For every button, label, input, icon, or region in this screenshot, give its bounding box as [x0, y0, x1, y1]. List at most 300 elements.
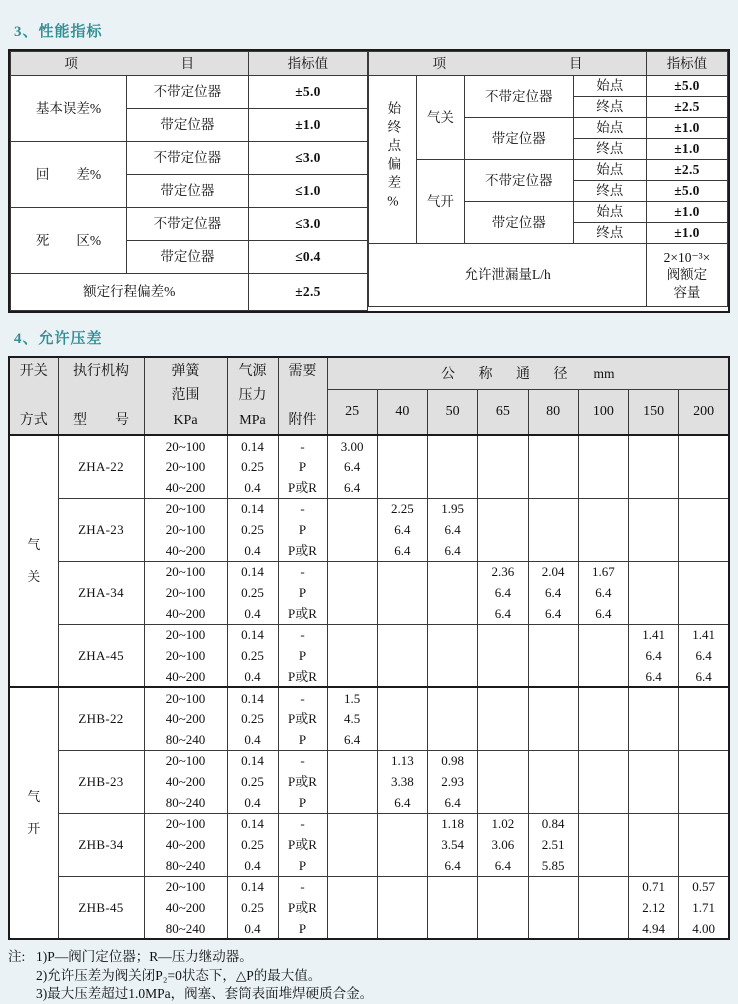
pressure-value-cell	[327, 519, 377, 540]
pressure-value-cell	[428, 603, 478, 624]
pressure-value-cell	[629, 477, 679, 498]
pressure-value-cell	[578, 456, 628, 477]
pressure-value-cell	[528, 498, 578, 519]
pressure-value-cell	[629, 855, 679, 876]
performance-table	[8, 49, 730, 313]
value-cell: ≤1.0	[248, 175, 368, 208]
item-header-text2: 目	[180, 55, 195, 71]
attachment-cell: -	[278, 435, 327, 456]
actuator-model-cell: ZHB-45	[58, 876, 144, 939]
diameter-column-header: 100	[578, 389, 628, 435]
pressure-value-cell	[528, 729, 578, 750]
spring-range-cell: 40~200	[144, 708, 227, 729]
switch-mode-cell	[9, 687, 58, 939]
pressure-value-cell	[578, 729, 628, 750]
mode-label-cell: 气开	[416, 160, 464, 244]
notes-prefix: 注:	[8, 949, 26, 964]
pressure-value-cell: 6.4	[478, 855, 528, 876]
pressure-value-cell: 3.54	[428, 834, 478, 855]
attachment-cell: P或R	[278, 708, 327, 729]
pressure-table	[8, 356, 730, 940]
supply-pressure-cell: 0.4	[227, 477, 278, 498]
pressure-value-cell	[478, 498, 528, 519]
supply-pressure-cell: 0.4	[227, 792, 278, 813]
spring-range-cell: 20~100	[144, 750, 227, 771]
pressure-value-cell: 6.4	[679, 666, 729, 687]
pressure-value-cell: 6.4	[578, 582, 628, 603]
spring-range-cell: 20~100	[144, 645, 227, 666]
pressure-value-cell	[478, 624, 528, 645]
pressure-value-cell	[629, 540, 679, 561]
pressure-value-cell	[327, 897, 377, 918]
actuator-model-cell: ZHA-23	[58, 498, 144, 561]
pressure-value-cell	[679, 771, 729, 792]
performance-table-left	[10, 51, 368, 311]
pressure-value-cell	[327, 792, 377, 813]
pressure-value-cell	[428, 729, 478, 750]
pressure-value-cell	[629, 435, 679, 456]
group-label-cell: 死 区%	[11, 208, 127, 274]
switch-mode-char: 开	[27, 821, 41, 836]
pressure-value-cell	[578, 519, 628, 540]
pressure-value-cell: 0.57	[679, 876, 729, 897]
item-header-cell	[11, 52, 249, 76]
spring-range-cell: 80~240	[144, 729, 227, 750]
pressure-value-cell	[629, 771, 679, 792]
supply-pressure-cell: 0.14	[227, 750, 278, 771]
spring-range-cell: 80~240	[144, 855, 227, 876]
pressure-value-cell	[327, 876, 377, 897]
switch-header-line: 方式	[19, 412, 48, 428]
spring-range-cell: 20~100	[144, 561, 227, 582]
supply-pressure-cell: 0.4	[227, 729, 278, 750]
pressure-value-cell	[629, 498, 679, 519]
actuator-model-cell: ZHB-23	[58, 750, 144, 813]
point-label-cell: 终点	[573, 139, 646, 160]
pressure-value-cell: 3.00	[327, 435, 377, 456]
spring-header-line: 弹簧	[171, 364, 200, 379]
actuator-model-cell: ZHB-22	[58, 687, 144, 750]
pressure-value-cell	[377, 624, 427, 645]
pressure-value-cell	[478, 708, 528, 729]
sub-label-cell: 不带定位器	[127, 142, 248, 175]
pressure-value-cell	[377, 813, 427, 834]
pressure-value-cell	[578, 687, 628, 708]
pressure-value-cell	[428, 477, 478, 498]
pressure-value-cell	[478, 771, 528, 792]
pressure-value-cell	[377, 855, 427, 876]
pressure-value-cell	[578, 792, 628, 813]
pressure-value-cell	[478, 666, 528, 687]
attachment-cell: P或R	[278, 603, 327, 624]
pressure-value-cell: 2.51	[528, 834, 578, 855]
pressure-value-cell	[679, 498, 729, 519]
leak-value-line: 容量	[673, 284, 701, 300]
pressure-value-cell	[578, 540, 628, 561]
pressure-value-cell	[377, 876, 427, 897]
attachment-cell: P或R	[278, 771, 327, 792]
pressure-value-cell	[478, 435, 528, 456]
pressure-value-cell	[629, 582, 679, 603]
pressure-value-cell	[478, 792, 528, 813]
value-cell: ±5.0	[646, 181, 727, 202]
leak-value-cell	[646, 244, 727, 307]
value-cell: ±1.0	[248, 109, 368, 142]
pressure-value-cell	[377, 834, 427, 855]
pressure-value-cell: 2.36	[478, 561, 528, 582]
pressure-value-cell	[327, 498, 377, 519]
pressure-value-cell	[528, 477, 578, 498]
pressure-value-cell	[578, 435, 628, 456]
pressure-value-cell: 5.85	[528, 855, 578, 876]
pressure-value-cell	[377, 561, 427, 582]
switch-mode-cell	[9, 435, 58, 687]
pressure-value-cell: 1.5	[327, 687, 377, 708]
pressure-value-cell	[377, 666, 427, 687]
pressure-value-cell: 0.71	[629, 876, 679, 897]
point-label-cell: 终点	[573, 97, 646, 118]
pressure-value-cell	[478, 519, 528, 540]
supply-pressure-cell: 0.4	[227, 540, 278, 561]
pressure-value-cell	[679, 561, 729, 582]
actuator-header-cell	[58, 357, 144, 435]
spring-range-cell: 20~100	[144, 624, 227, 645]
pressure-value-cell	[428, 561, 478, 582]
leak-value-line: 阀额定	[666, 267, 708, 283]
pressure-value-cell	[528, 624, 578, 645]
pressure-value-cell	[478, 645, 528, 666]
pressure-value-cell: 0.84	[528, 813, 578, 834]
supply-pressure-cell: 0.14	[227, 561, 278, 582]
pressure-value-cell	[428, 918, 478, 939]
pressure-value-cell	[578, 750, 628, 771]
supply-pressure-cell: 0.25	[227, 645, 278, 666]
pressure-value-cell	[629, 456, 679, 477]
attachment-cell: P	[278, 456, 327, 477]
attachment-cell: -	[278, 687, 327, 708]
attachment-cell: P或R	[278, 477, 327, 498]
point-label-cell: 始点	[573, 202, 646, 223]
pressure-value-cell	[629, 750, 679, 771]
pressure-value-cell	[629, 708, 679, 729]
pressure-value-cell	[679, 456, 729, 477]
pressure-value-cell: 6.4	[528, 603, 578, 624]
pressure-value-cell: 6.4	[428, 540, 478, 561]
pressure-value-cell	[478, 687, 528, 708]
pressure-value-cell	[428, 708, 478, 729]
sub-label-cell: 带定位器	[127, 175, 248, 208]
section-performance-title: 3、性能指标	[14, 24, 103, 40]
attachment-cell: P	[278, 855, 327, 876]
mode-label-cell: 气关	[416, 76, 464, 160]
pressure-value-cell	[327, 834, 377, 855]
leak-label-cell: 允许泄漏量L/h	[369, 244, 647, 307]
pressure-value-cell: 4.00	[679, 918, 729, 939]
attachment-cell: P	[278, 729, 327, 750]
spring-header-line: KPa	[173, 412, 198, 428]
actuator-model-cell: ZHB-34	[58, 813, 144, 876]
value-cell: ±1.0	[646, 139, 727, 160]
attachment-cell: P	[278, 519, 327, 540]
pressure-value-cell	[478, 897, 528, 918]
spring-range-cell: 40~200	[144, 897, 227, 918]
pressure-value-cell: 2.12	[629, 897, 679, 918]
deviation-vertical-label-cell	[369, 76, 417, 244]
pressure-value-cell: 6.4	[629, 645, 679, 666]
pressure-value-cell	[578, 771, 628, 792]
supply-pressure-cell: 0.25	[227, 519, 278, 540]
pressure-value-cell	[528, 687, 578, 708]
pressure-value-cell	[327, 624, 377, 645]
sub-label-cell: 不带定位器	[127, 208, 248, 241]
pressure-value-cell	[327, 771, 377, 792]
item-header-text: 项	[64, 55, 78, 71]
pressure-value-cell	[528, 750, 578, 771]
pressure-value-cell: 6.4	[377, 540, 427, 561]
supply-header-line: 气源	[238, 364, 267, 379]
spring-range-cell: 20~100	[144, 813, 227, 834]
value-cell: ±5.0	[646, 76, 727, 97]
supply-pressure-cell: 0.4	[227, 603, 278, 624]
supply-pressure-cell: 0.14	[227, 624, 278, 645]
switch-mode-char: 关	[27, 569, 41, 584]
pressure-value-cell	[377, 645, 427, 666]
spring-range-cell: 20~100	[144, 687, 227, 708]
actuator-model-cell: ZHA-22	[58, 435, 144, 498]
value-cell: ±1.0	[646, 202, 727, 223]
leak-value-line: 2×10⁻³×	[663, 249, 711, 265]
value-header-cell: 指标值	[248, 52, 368, 76]
pressure-value-cell: 6.4	[428, 519, 478, 540]
diameter-column-header: 25	[327, 389, 377, 435]
pressure-value-cell	[629, 519, 679, 540]
sub-label-cell: 带定位器	[127, 109, 248, 142]
note-line: 1)P—阀门定位器；R—压力继动器。	[36, 949, 253, 964]
pressure-value-cell: 1.41	[629, 624, 679, 645]
supply-pressure-cell: 0.25	[227, 582, 278, 603]
group-label-cell: 基本误差%	[11, 76, 127, 142]
pressure-value-cell	[578, 897, 628, 918]
pressure-value-cell: 2.25	[377, 498, 427, 519]
attachment-cell: P或R	[278, 897, 327, 918]
pressure-value-cell	[578, 624, 628, 645]
sub-label-cell: 不带定位器	[127, 76, 248, 109]
pressure-value-cell: 1.02	[478, 813, 528, 834]
supply-header-line: 压力	[238, 388, 267, 404]
pressure-value-cell	[377, 456, 427, 477]
group-label-cell: 回 差%	[11, 142, 127, 208]
actuator-header-line: 执行机构	[73, 364, 129, 379]
spring-header-line: 范围	[171, 388, 200, 404]
pressure-value-cell: 6.4	[327, 729, 377, 750]
attachment-cell: P	[278, 582, 327, 603]
spring-header-cell	[144, 357, 227, 435]
pressure-value-cell	[629, 792, 679, 813]
pressure-value-cell	[528, 519, 578, 540]
pressure-value-cell	[679, 477, 729, 498]
actuator-model-cell: ZHA-34	[58, 561, 144, 624]
value-cell: ±5.0	[248, 76, 368, 109]
pressure-value-cell	[428, 666, 478, 687]
pressure-value-cell	[528, 456, 578, 477]
pressure-value-cell	[629, 603, 679, 624]
spring-range-cell: 40~200	[144, 771, 227, 792]
deviation-vertical-label: 始终点偏差%	[385, 101, 401, 214]
pressure-value-cell	[428, 876, 478, 897]
attachment-cell: -	[278, 876, 327, 897]
performance-table-right	[368, 51, 728, 307]
item-header-cell	[369, 52, 647, 76]
attachment-cell: -	[278, 750, 327, 771]
supply-pressure-cell: 0.25	[227, 771, 278, 792]
pressure-value-cell	[377, 477, 427, 498]
supply-pressure-cell: 0.14	[227, 687, 278, 708]
switch-mode-char: 气	[27, 789, 41, 805]
spring-range-cell: 40~200	[144, 603, 227, 624]
pressure-value-cell: 1.67	[578, 561, 628, 582]
pressure-value-cell: 6.4	[327, 456, 377, 477]
pressure-value-cell	[528, 645, 578, 666]
sub-label-cell: 不带定位器	[464, 76, 573, 118]
diameter-column-header: 50	[428, 389, 478, 435]
pressure-value-cell	[327, 540, 377, 561]
pressure-value-cell	[327, 561, 377, 582]
pressure-value-cell	[528, 666, 578, 687]
pressure-value-cell	[327, 855, 377, 876]
pressure-value-cell	[428, 435, 478, 456]
pressure-value-cell	[679, 750, 729, 771]
pressure-value-cell	[679, 519, 729, 540]
pressure-value-cell: 4.94	[629, 918, 679, 939]
note-line: 2)允许压差为阀关闭P₂=0状态下，△P的最大值。	[36, 967, 322, 983]
pressure-value-cell	[428, 645, 478, 666]
actuator-header-line: 型 号	[73, 412, 129, 428]
pressure-value-cell	[478, 876, 528, 897]
pressure-value-cell	[327, 813, 377, 834]
spring-range-cell: 40~200	[144, 834, 227, 855]
pressure-value-cell	[327, 918, 377, 939]
spring-range-cell: 80~240	[144, 792, 227, 813]
point-label-cell: 始点	[573, 118, 646, 139]
sub-label-cell: 不带定位器	[464, 160, 573, 202]
pressure-value-cell	[578, 645, 628, 666]
pressure-value-cell	[578, 834, 628, 855]
pressure-value-cell	[377, 687, 427, 708]
pressure-value-cell	[629, 729, 679, 750]
attach-header-cell	[278, 357, 327, 435]
pressure-value-cell	[578, 708, 628, 729]
spring-range-cell: 20~100	[144, 498, 227, 519]
attachment-cell: P	[278, 645, 327, 666]
sub-label-cell: 带定位器	[127, 241, 248, 274]
pressure-value-cell: 6.4	[377, 792, 427, 813]
value-cell: ±1.0	[646, 223, 727, 244]
diameter-column-header: 150	[629, 389, 679, 435]
pressure-value-cell: 1.18	[428, 813, 478, 834]
pressure-value-cell	[428, 582, 478, 603]
attachment-cell: P或R	[278, 666, 327, 687]
actuator-model-cell: ZHA-45	[58, 624, 144, 687]
pressure-value-cell	[629, 561, 679, 582]
pressure-value-cell: 6.4	[629, 666, 679, 687]
pressure-value-cell: 1.41	[679, 624, 729, 645]
attachment-cell: -	[278, 813, 327, 834]
pressure-value-cell	[528, 918, 578, 939]
supply-pressure-cell: 0.25	[227, 456, 278, 477]
value-cell: ≤0.4	[248, 241, 368, 274]
pressure-value-cell	[428, 624, 478, 645]
spring-range-cell: 40~200	[144, 666, 227, 687]
item-header-text: 项	[432, 55, 447, 71]
pressure-value-cell	[377, 918, 427, 939]
pressure-value-cell: 6.4	[428, 792, 478, 813]
point-label-cell: 终点	[573, 223, 646, 244]
pressure-value-cell	[377, 582, 427, 603]
pressure-value-cell: 2.04	[528, 561, 578, 582]
supply-pressure-cell: 0.25	[227, 897, 278, 918]
pressure-value-cell	[578, 813, 628, 834]
spring-range-cell: 20~100	[144, 519, 227, 540]
stroke-deviation-label-cell: 额定行程偏差%	[11, 274, 249, 311]
switch-header-line: 开关	[19, 364, 48, 379]
attachment-cell: P	[278, 792, 327, 813]
pressure-value-cell: 0.98	[428, 750, 478, 771]
pressure-value-cell	[679, 834, 729, 855]
supply-header-cell	[227, 357, 278, 435]
supply-pressure-cell: 0.14	[227, 498, 278, 519]
attachment-cell: -	[278, 561, 327, 582]
diameter-column-header: 40	[377, 389, 427, 435]
pressure-value-cell	[629, 813, 679, 834]
supply-pressure-cell: 0.25	[227, 708, 278, 729]
spring-range-cell: 20~100	[144, 876, 227, 897]
pressure-value-cell	[377, 729, 427, 750]
pressure-value-cell	[327, 750, 377, 771]
pressure-value-cell	[578, 855, 628, 876]
pressure-value-cell	[679, 792, 729, 813]
switch-mode-char: 气	[27, 537, 41, 553]
supply-pressure-cell: 0.14	[227, 876, 278, 897]
pressure-value-cell: 6.4	[679, 645, 729, 666]
pressure-value-cell	[528, 876, 578, 897]
diameter-column-header: 65	[478, 389, 528, 435]
pressure-value-cell	[478, 540, 528, 561]
diameter-column-header: 200	[679, 389, 729, 435]
pressure-value-cell	[327, 603, 377, 624]
value-cell: ≤3.0	[248, 142, 368, 175]
pressure-value-cell	[327, 666, 377, 687]
switch-header-cell	[9, 357, 58, 435]
pressure-value-cell	[528, 771, 578, 792]
pressure-value-cell	[377, 897, 427, 918]
spring-range-cell: 40~200	[144, 540, 227, 561]
point-label-cell: 始点	[573, 76, 646, 97]
item-header-text2: 目	[568, 55, 583, 71]
pressure-value-cell	[528, 792, 578, 813]
value-cell: ±1.0	[646, 118, 727, 139]
sub-label-cell: 带定位器	[464, 202, 573, 244]
value-cell: ±2.5	[646, 160, 727, 181]
pressure-value-cell: 6.4	[327, 477, 377, 498]
supply-pressure-cell: 0.25	[227, 834, 278, 855]
attachment-cell: P或R	[278, 834, 327, 855]
pressure-value-cell	[679, 729, 729, 750]
pressure-value-cell: 3.38	[377, 771, 427, 792]
sub-label-cell: 带定位器	[464, 118, 573, 160]
pressure-value-cell	[629, 834, 679, 855]
pressure-value-cell	[528, 435, 578, 456]
stroke-deviation-value-cell: ±2.5	[248, 274, 368, 311]
